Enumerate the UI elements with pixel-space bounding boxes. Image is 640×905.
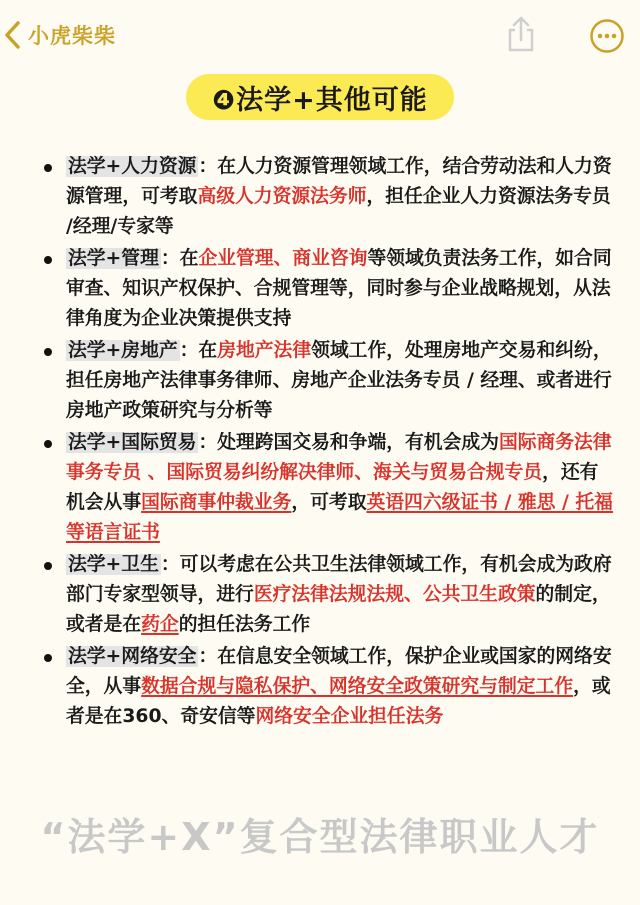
item-text: ：可以考虑在公共卫生法律领域工作，有机会成为政府部门专家型领导，进行 [66, 554, 612, 605]
list-item-real-estate [0, 336, 640, 426]
item-highlight-underlined: 数据合规与隐私保护、网络安全政策研究与制定工作 [141, 676, 574, 697]
section-title-pill [186, 74, 454, 120]
item-keyword: 法学+卫生 [68, 554, 159, 575]
item-text: ，担任企业人力资源法务专员 /经理/专家等 [66, 186, 611, 237]
bullet-dot [44, 348, 52, 356]
item-highlight-underlined: 国际商事仲裁业务 [141, 492, 292, 513]
item-highlight-underlined: 药企 [141, 614, 179, 635]
item-keyword: 法学+国际贸易 [68, 432, 197, 453]
bullet-dot [44, 562, 52, 570]
more-options-icon[interactable] [589, 18, 625, 54]
bullet-dot [44, 654, 52, 662]
item-text: ：在人力资源管理领域工作，结合劳动法和人力资源管理，可考取 [66, 156, 612, 207]
item-highlight: 国际商务法律事务专员 、国际贸易纠纷解决律师、海关与贸易合规专员 [66, 432, 612, 483]
item-highlight-underlined: 英语四六级证书 / 雅思 / 托福等语言证书 [66, 492, 613, 543]
item-text: ，还有机会从事 [66, 462, 599, 513]
item-text: ：在 [179, 340, 218, 361]
account-name: 小虎柴柴 [28, 24, 116, 48]
item-text: 等领域负责法务工作，如合同审查、知识产权保护、合规管理等，同时参与企业战略规划，从法律角度为企业决策提供支持 [66, 248, 612, 329]
item-text: 的担任法务工作 [178, 614, 311, 635]
list-item-management [0, 244, 640, 334]
bullet-dot [44, 164, 52, 172]
item-highlight: 高级人力资源法务师 [197, 186, 367, 207]
list-item-cyber [0, 642, 640, 732]
section-title: ❹法学+其他可能 [212, 84, 428, 116]
item-text: 的制定，或者是在 [66, 584, 611, 635]
item-keyword: 法学+房地产 [68, 340, 178, 361]
item-text: ：在 [160, 248, 199, 269]
item-keyword: 法学+网络安全 [68, 646, 197, 667]
list-item-health [0, 550, 640, 640]
item-highlight: 企业管理、商业咨询 [198, 248, 368, 269]
list-item-hr [0, 152, 640, 242]
item-text: ，可考取 [291, 492, 367, 513]
chevron-left-icon [2, 18, 24, 52]
share-icon[interactable] [504, 14, 538, 54]
back-button[interactable] [2, 18, 116, 52]
career-list [0, 152, 640, 734]
item-keyword: 法学+管理 [68, 248, 159, 269]
item-text: 领域工作，处理房地产交易和纠纷，担任房地产法律事务律师、房地产企业法务专员 / 经理、或者进行房地产政策研究与分析等 [66, 340, 612, 421]
item-text: ，或者是在360、奇安信等 [66, 676, 611, 727]
item-highlight: 网络安全企业担任法务 [255, 706, 444, 727]
footer-slogan: “法学+X”复合型法律职业人才 [40, 815, 600, 859]
list-item-trade [0, 428, 640, 548]
item-text: ：处理跨国交易和争端，有机会成为 [198, 432, 499, 453]
item-highlight: 房地产法律 [217, 340, 312, 361]
bullet-dot [44, 440, 52, 448]
item-text: ：在信息安全领域工作，保护企业或国家的网络安全，从事 [66, 646, 612, 697]
item-highlight: 医疗法律法规法规、公共卫生政策 [253, 584, 536, 605]
bullet-dot [44, 256, 52, 264]
top-bar [0, 0, 640, 70]
item-keyword: 法学+人力资源 [68, 156, 197, 177]
